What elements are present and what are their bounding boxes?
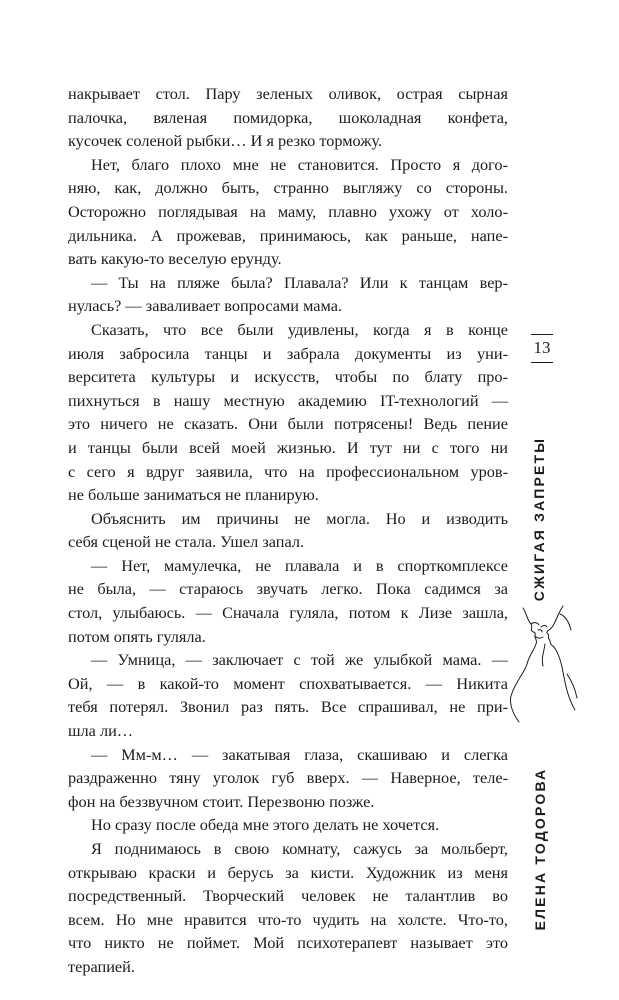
text-line: — Нет, мамулечка, не плавала и в спорткомплексе xyxy=(91,555,508,575)
text-line: нулась? — заваливает вопросами мама. xyxy=(68,296,342,316)
text-line: и танцы были всей моей жизнью. И тут ни с того ни xyxy=(68,437,508,457)
text-line: вать какую-то веселую ерунду. xyxy=(68,249,282,269)
text-line: Я поднимаюсь в свою комнату, сажусь за мольберт, xyxy=(91,839,508,858)
body-text xyxy=(68,82,508,979)
text-line: фон на беззвучном стоит. Перезвоню позже. xyxy=(68,791,375,811)
text-line: верситета культуры и искусств, чтобы по блату про- xyxy=(68,367,508,387)
text-line: что никто не поймет. Мой психотерапевт называет это xyxy=(68,933,508,953)
page-number: 13 xyxy=(533,338,551,357)
text-line: Осторожно поглядывая на маму, плавно ухожу от холо- xyxy=(68,201,508,221)
text-line: няю, как, должно быть, странно выгляжу со стороны. xyxy=(68,178,508,198)
page-number-rule-bottom xyxy=(531,362,553,363)
text-line: не больше заниматься не планирую. xyxy=(68,485,319,505)
page-number-rule-top xyxy=(531,334,553,335)
text-line: — Ты на пляже была? Плавала? Или к танцам вер- xyxy=(91,272,508,292)
text-line: Ой, — в какой-то момент спохватывается. — Никита xyxy=(68,673,508,693)
text-line: открываю краски и берусь за кисти. Художник из меня xyxy=(68,862,508,882)
text-line: Объяснить им причины не могла. Но и изводить xyxy=(91,508,508,528)
running-title: СЖИГАЯ ЗАПРЕТЫ xyxy=(531,436,547,602)
text-line: раздраженно тяну уголок губ вверх. — Наверное, теле- xyxy=(68,768,508,788)
text-line: кусочек соленой рыбки… И я резко торможу. xyxy=(68,131,383,151)
kissing-couple-icon xyxy=(505,600,585,730)
text-line: посредственный. Творческий человек не талантлив во xyxy=(68,886,508,906)
text-line: Нет, благо плохо мне не становится. Просто я дого- xyxy=(91,154,508,174)
text-line: Сказать, что все были удивлены, когда я в конце xyxy=(91,319,508,339)
text-line: шла ли… xyxy=(68,721,134,741)
text-line: себя сценой не стала. Ушел запал. xyxy=(68,532,305,552)
text-line: терапией. xyxy=(68,956,135,976)
text-line: Но сразу после обеда мне этого делать не хочется. xyxy=(91,815,440,835)
text-line: с сего я вдруг заявила, что на профессиональном уров- xyxy=(68,461,508,481)
book-author: ЕЛЕНА ТОДОРОВА xyxy=(532,767,548,931)
text-line: потом опять гуляла. xyxy=(68,626,206,646)
text-line: — Умница, — заключает с той же улыбкой мама. — xyxy=(91,650,508,670)
text-line: всем. Но мне нравится что-то чудить на холсте. Что-то, xyxy=(68,909,508,929)
text-line: это ничего не сказать. Они были потрясены! Ведь пение xyxy=(68,414,508,434)
text-line: — Мм-м… — закатывая глаза, скашиваю и слегка xyxy=(91,744,508,764)
text-line: накрывает стол. Пару зеленых оливок, острая сырная xyxy=(68,84,508,103)
text-line: пихнуться в нашу местную академию IT-технологий — xyxy=(68,390,508,410)
text-line: не была, — стараюсь звучать легко. Пока садимся за xyxy=(68,579,508,599)
text-line: дильника. А прожевав, принимаюсь, как раньше, напе- xyxy=(68,225,508,245)
text-line: палочка, вяленая помидорка, шоколадная конфета, xyxy=(68,107,508,127)
text-line: стол, улыбаюсь. — Сначала гуляла, потом к Лизе зашла, xyxy=(68,603,508,623)
text-line: июля забросила танцы и забрала документы из уни- xyxy=(68,343,508,363)
text-line: тебя потерял. Звонил раз пять. Все спрашивал, не при- xyxy=(68,697,508,717)
